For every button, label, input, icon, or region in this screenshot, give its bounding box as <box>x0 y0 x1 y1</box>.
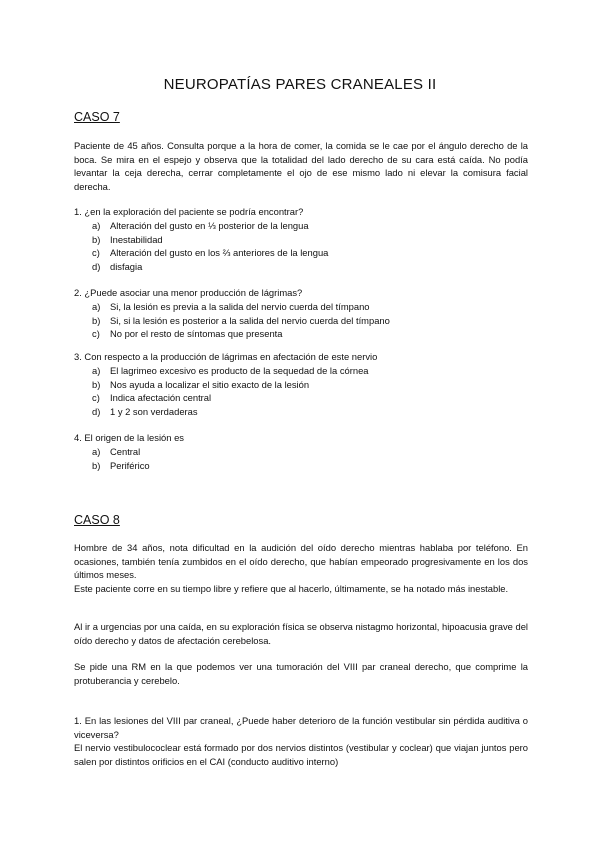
option-text: Si, la lesión es previa a la salida del nervio cuerda del tímpano <box>110 301 370 312</box>
option-text: Si, si la lesión es posterior a la salida del nervio cuerda del tímpano <box>110 314 390 326</box>
option-item <box>92 260 328 274</box>
option-text: Inestabilidad <box>110 233 163 245</box>
case-7-paragraph: Paciente de 45 años. Consulta porque a la hora de comer, la comida se le cae por el ángulo derecho de la boca. Se mira en el espejo y observa que la totalidad del lado derecho de su cara está caída. No podía levantar la ceja derecha, cerrar completamente el ojo de ese mismo lado ni elevar la comisura facial derecha. <box>74 140 528 192</box>
option-letter: b) <box>92 314 101 326</box>
case-8-heading: CASO 8 <box>74 513 120 527</box>
option-item <box>92 233 328 247</box>
case-7-question-2: 2. ¿Puede asociar una menor producción de lágrimas? <box>74 287 303 298</box>
option-letter: a) <box>92 301 101 312</box>
case-8-paragraph-2: Este paciente corre en su tiempo libre y refiere que al hacerlo, últimamente, se ha notado más inestable. <box>74 583 509 594</box>
option-item <box>92 405 369 419</box>
option-item <box>92 300 390 314</box>
case-8-question-1: 1. En las lesiones del VIII par craneal, ¿Puede haber deterioro de la función vestibular sin pérdida auditiva o viceversa? <box>74 715 528 740</box>
option-text: 1 y 2 son verdaderas <box>110 405 198 417</box>
case-8-paragraph-1: Hombre de 34 años, nota dificultad en la audición del oído derecho mientras hablaba por teléfono. En ocasiones, también tenía zumbidos en el oído derecho, que habían empeorado progresivamente en los dos últimos meses. <box>74 542 528 581</box>
option-letter: a) <box>92 365 101 376</box>
option-item <box>92 391 369 405</box>
case-8-answer-1: El nervio vestibulococlear está formado por dos nervios distintos (vestibular y coclear) que viajan juntos pero salen por distintos orificios en el CAI (conducto auditivo interno) <box>74 742 528 767</box>
option-item <box>92 378 369 392</box>
option-letter: d) <box>92 405 101 417</box>
option-item <box>92 327 390 341</box>
case-7-question-4-options <box>92 445 150 472</box>
case-7-question-3: 3. Con respecto a la producción de lágrimas en afectación de este nervio <box>74 351 378 362</box>
option-text: disfagia <box>110 260 143 272</box>
case-8-paragraph-4: Se pide una RM en la que podemos ver una tumoración del VIII par craneal derecho, que comprime la protuberancia y cerebelo. <box>74 661 528 686</box>
case-7-question-1-options <box>92 219 328 273</box>
case-7-heading: CASO 7 <box>74 110 120 124</box>
option-item <box>92 459 150 473</box>
option-item <box>92 314 390 328</box>
option-text: Alteración del gusto en los ⅔ anteriores de la lengua <box>110 247 329 259</box>
option-item <box>92 445 150 459</box>
option-letter: c) <box>92 392 100 404</box>
case-8-paragraph-3: Al ir a urgencias por una caída, en su exploración física se observa nistagmo horizontal, hipoacusia grave del oído derecho y datos de afectación cerebelosa. <box>74 621 528 646</box>
case-7-question-4: 4. El origen de la lesión es <box>74 432 184 443</box>
option-text: El lagrimeo excesivo es producto de la sequedad de la córnea <box>110 365 369 376</box>
option-letter: b) <box>92 378 101 390</box>
case-7-question-2-options <box>92 300 390 341</box>
case-7-question-3-options <box>92 364 369 418</box>
option-letter: a) <box>92 220 101 231</box>
option-item <box>92 219 328 233</box>
option-text: Indica afectación central <box>110 392 212 404</box>
option-letter: a) <box>92 446 101 457</box>
case-7-question-1: 1. ¿en la exploración del paciente se podría encontrar? <box>74 206 304 217</box>
option-letter: d) <box>92 260 101 272</box>
option-text: Periférico <box>110 459 150 471</box>
option-letter: c) <box>92 328 100 340</box>
option-item <box>92 364 369 378</box>
option-letter: c) <box>92 247 100 259</box>
option-letter: b) <box>92 233 101 245</box>
option-text: Alteración del gusto en ⅓ posterior de la lengua <box>110 220 309 231</box>
option-text: No por el resto de síntomas que presenta <box>110 328 283 340</box>
option-letter: b) <box>92 459 101 471</box>
option-item <box>92 246 328 260</box>
option-text: Central <box>110 446 141 457</box>
option-text: Nos ayuda a localizar el sitio exacto de la lesión <box>110 378 310 390</box>
page-title: NEUROPATÍAS PARES CRANEALES II <box>163 76 437 93</box>
